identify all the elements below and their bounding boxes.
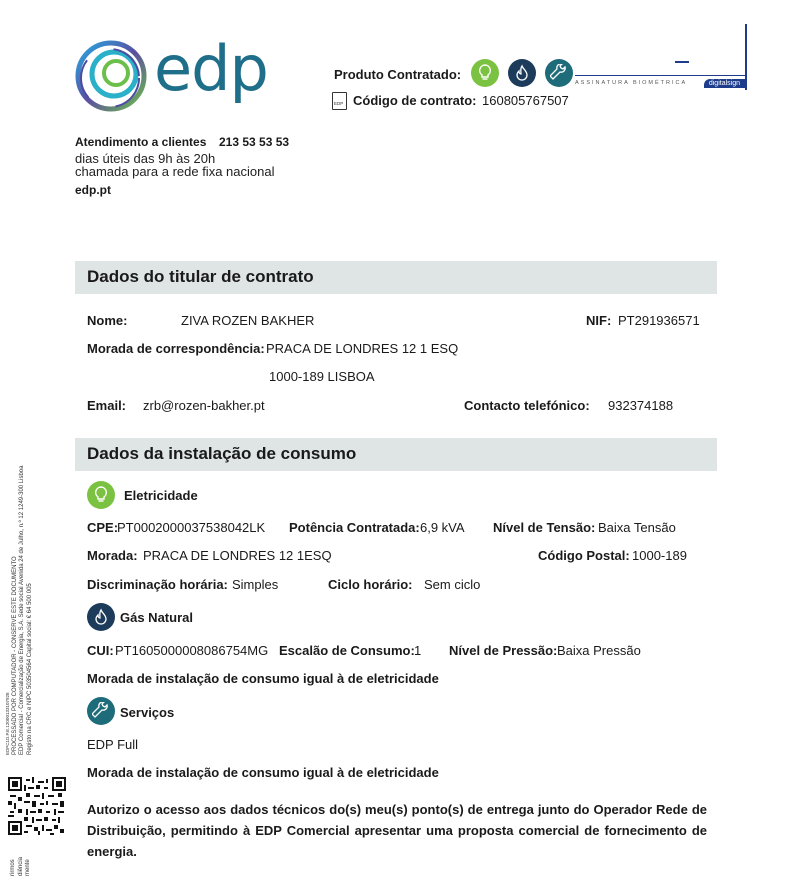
morada-correspondencia-label: Morada de correspondência:: [87, 341, 265, 356]
pressao-value: Baixa Pressão: [557, 643, 641, 658]
gas-section-icon: [87, 603, 115, 631]
sidebar-bottom3: mente: [25, 859, 31, 876]
electricity-section-icon: [87, 481, 115, 509]
services-section-icon: [87, 697, 115, 725]
codigo-postal-label: Código Postal:: [538, 548, 630, 563]
escalao-label: Escalão de Consumo:: [279, 643, 415, 658]
gas-title: Gás Natural: [120, 610, 193, 625]
contacto-label: Contacto telefónico:: [464, 398, 590, 413]
signature-caption: ASSINATURA BIOMÉTRICA: [575, 80, 688, 86]
email-value: zrb@rozen-bakher.pt: [143, 398, 265, 413]
codigo-label: Código de contrato:: [353, 93, 477, 108]
qr-code: [8, 777, 66, 835]
nome-value: ZIVA ROZEN BAKHER: [181, 313, 315, 328]
cui-label: CUI:: [87, 643, 114, 658]
servicos-title: Serviços: [120, 705, 175, 720]
section-titular: [75, 261, 717, 294]
discriminacao-value: Simples: [232, 577, 279, 592]
morada-correspondencia-line1: PRACA DE LONDRES 12 1 ESQ: [266, 341, 459, 356]
gas-icon: [508, 59, 536, 87]
sidebar-line1: EDPC1D.P.E.12000133107928: [5, 692, 10, 755]
edp-wordmark: edp: [154, 32, 268, 105]
cpe-value: PT0002000037538042LK: [117, 520, 266, 535]
morada-correspondencia-line2: 1000-189 LISBOA: [269, 369, 375, 384]
document-icon: EDP: [332, 92, 347, 110]
nif-label: NIF:: [586, 313, 612, 328]
section-instalacao-title: Dados da instalação de consumo: [87, 444, 357, 463]
servicos-plan: EDP Full: [87, 737, 139, 752]
servicos-morada-note: Morada de instalação de consumo igual à de eletricidade: [87, 765, 439, 780]
sidebar-line2: PROCESSADO POR COMPUTADOR - CONSERVE ESTE DOCUMENTO: [11, 556, 18, 755]
sidebar-line3: EDP Comercial - Comercialização de Energia, S.A. Sede social Avenida 24 de Julho, n.º 12 1249-300 Lisboa: [19, 465, 25, 755]
website-link[interactable]: edp.pt: [75, 183, 111, 197]
potencia-label: Potência Contratada:: [289, 520, 420, 535]
codigo-postal-value: 1000-189: [632, 548, 687, 563]
morada-instalacao-label: Morada:: [87, 548, 138, 563]
atendimento-note: chamada para a rede fixa nacional: [75, 164, 275, 179]
electricity-icon: [471, 59, 499, 87]
potencia-value: 6,9 kVA: [420, 520, 465, 535]
nome-label: Nome:: [87, 313, 128, 328]
codigo-value: 160805767507: [482, 93, 569, 108]
eletricidade-title: Eletricidade: [124, 488, 198, 503]
gas-morada-note: Morada de instalação de consumo igual à de eletricidade: [87, 671, 439, 686]
cpe-label: CPE:: [87, 520, 119, 535]
sidebar-legal-text: [4, 405, 34, 755]
atendimento-phone: 213 53 53 53: [219, 135, 290, 149]
sidebar-bottom-text: [10, 836, 33, 876]
escalao-value: 1: [414, 643, 422, 658]
pressao-label: Nível de Pressão:: [449, 643, 558, 658]
atendimento-label: Atendimento a clientes: [75, 135, 207, 149]
atendimento-hours: dias úteis das 9h às 20h: [75, 151, 216, 166]
email-label: Email:: [87, 398, 127, 413]
nif-value: PT291936571: [618, 313, 700, 328]
section-instalacao: [75, 438, 717, 471]
sidebar-bottom1: rirmos: [10, 859, 16, 876]
digitalsign-badge: digitalsign: [704, 79, 745, 88]
tensao-value: Baixa Tensão: [598, 520, 676, 535]
services-icon: [545, 59, 573, 87]
morada-instalacao-value: PRACA DE LONDRES 12 1ESQ: [143, 548, 332, 563]
cui-value: PT1605000008086754MG: [115, 643, 269, 658]
section-titular-title: Dados do titular de contrato: [87, 267, 314, 286]
discriminacao-label: Discriminação horária:: [87, 577, 228, 592]
edp-logo: [74, 32, 279, 118]
signature-stamp: [575, 24, 747, 92]
contacto-value: 932374188: [608, 398, 674, 413]
sidebar-bottom2: diência: [17, 856, 24, 876]
produto-label: Produto Contratado:: [334, 67, 462, 82]
tensao-label: Nível de Tensão:: [493, 520, 596, 535]
ciclo-value: Sem ciclo: [424, 577, 481, 592]
autorizacao-text: Autorizo o acesso aos dados técnicos do(s) meu(s) ponto(s) de entrega junto do Operador Rede de Distribuição, permitindo à EDP Comercial apresentar uma proposta comercial de fornecimento de energia.: [87, 802, 707, 859]
sidebar-line4: Registo na CRC e NIPC 503504564 Capital social: € 64 500 005: [26, 583, 33, 755]
ciclo-label: Ciclo horário:: [328, 577, 413, 592]
